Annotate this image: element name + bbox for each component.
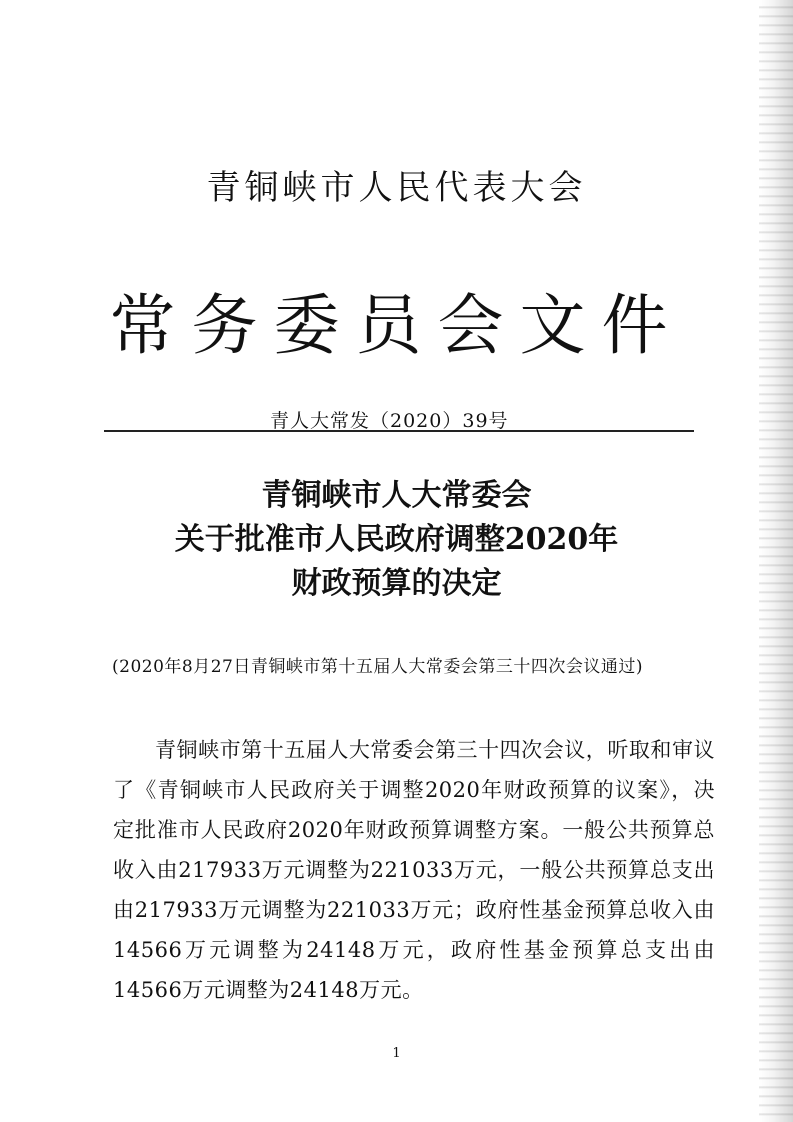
document-title [0, 474, 793, 606]
document-type-heading: 常务委员会文件 [109, 287, 684, 364]
passed-note: (2020年8月27日青铜峡市第十五届人大常委会第三十四次会议通过) [112, 657, 643, 677]
document-number: 青人大常发（2020）39号 [270, 410, 509, 432]
page-number: 1 [392, 1046, 401, 1061]
header-divider-rule [104, 430, 694, 432]
title-line-1: 青铜峡市人大常委会 [261, 478, 532, 513]
body-paragraph: 青铜峡市第十五届人大常委会第三十四次会议，听取和审议了《青铜峡市人民政府关于调整2020年财政预算的议案》，决定批准市人民政府2020年财政预算调整方案。一般公共预算总收入由217933万元调整为221033万元，一般公共预算总支出由217933万元调整为221033万元；政府性基金预算总收入由14566万元调整为24148万元，政府性基金预算总支出由14566万元调整为24148万元。 [113, 738, 715, 1002]
title-line-2: 关于批准市人民政府调整2020年 [174, 522, 619, 557]
issuing-organization: 青铜峡市人民代表大会 [206, 168, 587, 208]
title-line-3: 财政预算的决定 [291, 566, 502, 601]
